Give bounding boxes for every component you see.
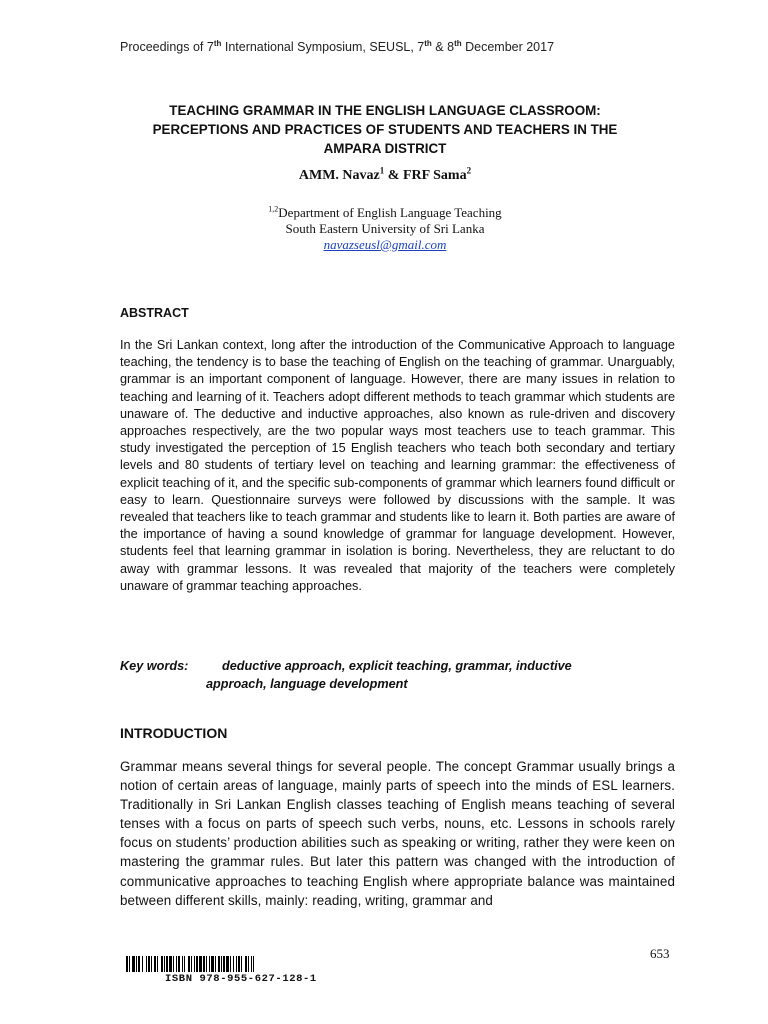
page-number: 653 bbox=[650, 946, 670, 961]
affiliation-mark: 1,2 bbox=[268, 204, 279, 214]
header-superscript: th bbox=[454, 38, 462, 48]
author-email-link[interactable]: navazseusl@gmail.com bbox=[323, 237, 447, 252]
department-line bbox=[120, 205, 650, 221]
proceedings-header bbox=[120, 40, 554, 54]
affiliation-block bbox=[120, 205, 650, 253]
isbn-text: ISBN 978-955-627-128-1 bbox=[165, 973, 317, 985]
abstract-heading: ABSTRACT bbox=[120, 306, 189, 320]
author-name: FRF Sama bbox=[402, 168, 467, 183]
header-text: International Symposium, SEUSL, 7 bbox=[221, 40, 425, 54]
author-name: AMM. Navaz bbox=[298, 168, 380, 183]
keywords-label: Key words: bbox=[120, 659, 189, 673]
header-superscript: th bbox=[424, 38, 432, 48]
author-affiliation-mark: 1 bbox=[379, 165, 385, 176]
header-text: Proceedings of 7 bbox=[120, 40, 214, 54]
keywords-block bbox=[120, 657, 680, 693]
author-list bbox=[120, 165, 650, 184]
introduction-text: Grammar means several things for several people. The concept Grammar usually brings a notion of certain areas of language, mainly parts of speech into the minds of ESL learners. Traditionally in Sri Lankan English classes teaching of English means teaching of several tenses with a focus on parts of speech such verbs, nouns, etc. Lessons in schools rarely focus on students’ production abilities such as speaking or writing, rather they were keen on mastering the grammar rules. But later this pattern was changed with the introduction of communicative approaches to teaching English where appropriate balance was maintained between different skills, mainly: reading, writing, grammar and bbox=[120, 759, 675, 908]
header-text: December 2017 bbox=[461, 40, 555, 54]
title-line: PERCEPTIONS AND PRACTICES OF STUDENTS AND TEACHERS IN THE bbox=[152, 122, 618, 137]
title-line: AMPARA DISTRICT bbox=[323, 141, 447, 156]
author-joiner: & bbox=[384, 168, 403, 183]
abstract-text: In the Sri Lankan context, long after the introduction of the Communicative Approach to language teaching, the tendency is to base the teaching of English on the teaching of grammar. Unarguably, grammar is an important component of language. However, there are many issues in relation to teaching and learning of it. Teachers adopt different methods to teach grammar which students are unaware of. The deductive and inductive approaches, also known as rule-driven and discovery approaches respectively, are the two popular ways most teachers use to teach grammar. This study investigated the perception of 15 English teachers who teach both secondary and tertiary levels and 80 students of tertiary level on teaching and learning grammar: the effectiveness of explicit teaching of it, and the specific sub-components of grammar which learners found difficult or easy to learn. Questionnaire surveys were followed by discussions with the sample. It was revealed that teachers like to teach grammar and students like to learn it. Both parties are aware of the importance of having a sound knowledge of grammar for language development. However, students feel that learning grammar in isolation is boring. Nevertheless, they are reluctant to do away with grammar lessons. It was revealed that majority of the teachers were completely unaware of grammar teaching approaches. bbox=[120, 338, 675, 593]
keywords-list-continued: approach, language development bbox=[206, 677, 408, 691]
title-line: TEACHING GRAMMAR IN THE ENGLISH LANGUAGE CLASSROOM: bbox=[169, 103, 601, 118]
university-name: South Eastern University of Sri Lanka bbox=[285, 221, 485, 236]
department-name: Department of English Language Teaching bbox=[278, 205, 502, 220]
author-affiliation-mark: 2 bbox=[466, 165, 472, 176]
header-text: & 8 bbox=[431, 40, 455, 54]
introduction-heading: INTRODUCTION bbox=[120, 725, 228, 741]
keywords-list: deductive approach, explicit teaching, grammar, inductive bbox=[222, 659, 572, 673]
paper-title bbox=[120, 101, 650, 158]
isbn-barcode-icon bbox=[126, 956, 376, 972]
header-superscript: th bbox=[213, 38, 222, 48]
